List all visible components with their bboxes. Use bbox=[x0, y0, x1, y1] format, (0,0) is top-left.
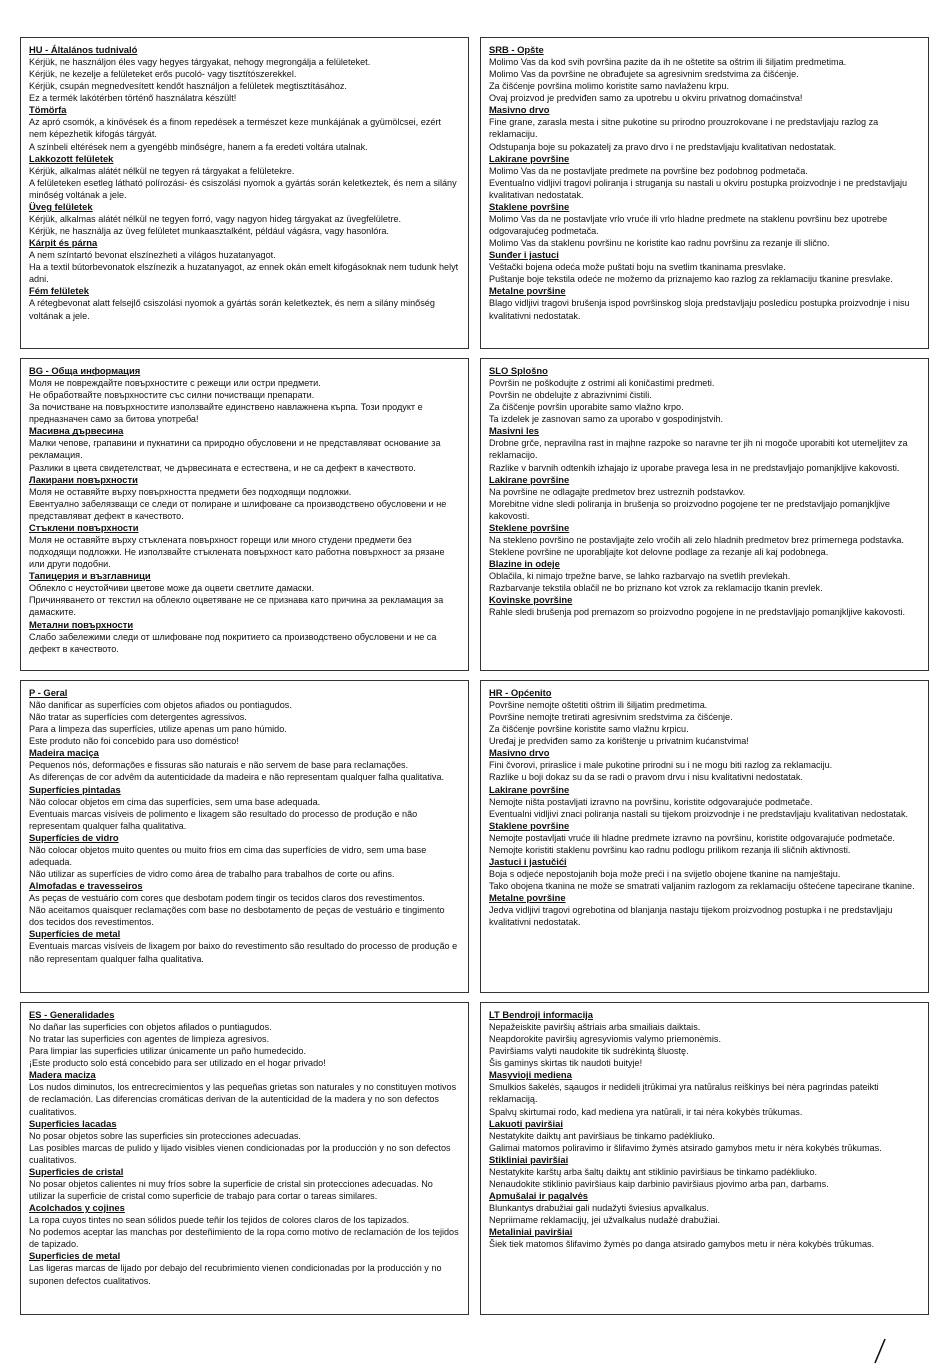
section-heading: Sunđer i jastuci bbox=[489, 249, 559, 261]
panel-title: ES - Generalidades bbox=[29, 1009, 115, 1020]
section-text: Kérjük, alkalmas alátét nélkül ne tegyen rá tárgyakat a felületekre. bbox=[29, 165, 295, 176]
section-heading: Lakirane površine bbox=[489, 473, 570, 485]
section-heading: Masyvioji mediena bbox=[489, 1069, 572, 1081]
section-heading: Staklene površine bbox=[489, 819, 570, 831]
section-heading: Metalne površine bbox=[489, 285, 566, 297]
intro-line: Kérjük, ne használjon éles vagy hegyes tárgyakat, nehogy megrongálja a felületeket. bbox=[29, 57, 371, 67]
section-heading: Lakuoti paviršiai bbox=[489, 1117, 563, 1129]
section-heading: Madera maciza bbox=[29, 1069, 96, 1081]
section-text: Não colocar objetos muito quentes ou muito frios em cima das superfícies de vidro, sem uma base adequada. bbox=[29, 844, 427, 867]
intro-line: Ez a termék lakótérben történő használatra készült! bbox=[29, 93, 237, 104]
section-text: A felületeken esetleg látható polírozási- és csiszolási nyomok a gyártás során keletkeztek, és nem a silány minőség voltának a jele. bbox=[29, 177, 457, 200]
intro-line: Kérjük, csupán megnedvesített kendőt használjon a felületek megtisztításához. bbox=[29, 81, 347, 92]
section-text: Nestatykite daiktų ant paviršiaus be tinkamo padėkliuko. bbox=[489, 1130, 715, 1141]
section-text: Molimo Vas da ne postavljate predmete na površine bez podobnog podmetača. bbox=[489, 165, 808, 176]
section-text: Eventuais marcas visíveis de polimento e lixagem são resultado do processo de produção e não representam qualquer falha qualitativa. bbox=[29, 808, 418, 831]
section-text: Šiek tiek matomos šlifavimo žymės po danga atsirado gamybos metu ir nėra kokybės trūkumas. bbox=[489, 1239, 875, 1250]
section-text: No posar objetos calientes ni muy fríos sobre la superficie de cristal sin protecciones adecuadas. No utilizar la superficie de cristal como superficie de trabajo para cortar o tareas similares. bbox=[29, 1178, 433, 1202]
panel-bg bbox=[20, 358, 469, 671]
section-text: Nepriimame reklamacijų, jei užvalkalus nudažė drabužiai. bbox=[489, 1215, 720, 1226]
section-text: Nenaudokite stiklinio paviršiaus kaip darbinio paviršiaus pjovimo arba pan, darbams. bbox=[489, 1178, 829, 1189]
panel-es bbox=[20, 1002, 469, 1315]
section-text: Não utilizar as superfícies de vidro como área de trabalho para trabalhos de corte ou afins. bbox=[29, 869, 395, 880]
section-heading: Superficies lacadas bbox=[29, 1117, 117, 1129]
section-text: A színbeli eltérések nem a gyengébb minőségre, hanem a fa eredeti voltára utalnak. bbox=[29, 141, 368, 152]
section-heading: Metaliniai paviršiai bbox=[489, 1226, 573, 1238]
section-text: Razlike v barvnih odtenkih izhajajo iz uporabe pravega lesa in ne predstavljajo pomanjkljive kakovosti. bbox=[489, 462, 900, 473]
intro-line: Uređaj je predviđen samo za korištenje u privatnim kućanstvima! bbox=[489, 736, 749, 747]
section-text: As peças de vestuário com cores que desbotam podem tingir os tecidos claros dos revestimentos. bbox=[29, 893, 425, 904]
section-text: Las ligeras marcas de lijado por debajo del recubrimiento vienen condicionadas por la producción y no suponen defectos cualitativos. bbox=[29, 1263, 442, 1286]
section-heading: Jastuci i jastučići bbox=[489, 855, 567, 867]
section-text: Причиняването от текстил на облекло оцветяване не се признава като причина за рекламация за дамаските. bbox=[29, 595, 444, 618]
section-text: Tako obojena tkanina ne može se smatrati valjanim razlogom za reklamaciju oštećene tapecirane tkanine. bbox=[489, 881, 915, 892]
section-text: Моля не оставяйте върху стъклената повърхност горещи или много студени предмети без подходящи подложки. Не използвайте стъклената повърхност като работна повърхност за рязане или други подобни. bbox=[29, 534, 445, 570]
section-heading: Lakkozott felületek bbox=[29, 152, 114, 164]
panel-hr bbox=[480, 680, 929, 993]
intro-line: Kérjük, ne kezelje a felületeket erős pucoló- vagy tisztítószerekkel. bbox=[29, 69, 297, 80]
section-heading: Superficies de cristal bbox=[29, 1165, 124, 1177]
section-heading: Лакирани повърхности bbox=[29, 473, 138, 485]
section-text: Nestatykite karštų arba šaltų daiktų ant stiklinio paviršiaus be tinkamo padėkliuko. bbox=[489, 1166, 818, 1177]
section-text: Molimo Vas da staklenu površinu ne koristite kao radnu površinu za rezanje ili slično. bbox=[489, 238, 830, 249]
panel-title: HR - Općenito bbox=[489, 687, 552, 698]
intro-line: Моля не повреждайте повърхностите с режещи или остри предмети. bbox=[29, 378, 321, 388]
section-heading: Almofadas e travesseiros bbox=[29, 880, 143, 892]
section-heading: Üveg felületek bbox=[29, 200, 93, 212]
section-text: Ha a textil bútorbevonatok elszínezik a huzatanyagot, az ennek okán emelt kifogásoknak nem tudunk helyt adni. bbox=[29, 262, 459, 285]
section-heading: Masivno drvo bbox=[489, 104, 550, 116]
section-text: Eventualni vidljivi znaci poliranja nastali su tijekom proizvodnje i ne predstavljaju kvalitativan nedostatak. bbox=[489, 808, 909, 819]
section-heading: Acolchados y cojines bbox=[29, 1202, 125, 1214]
panel-title: HU - Általános tudnivaló bbox=[29, 44, 138, 55]
section-text: Puštanje boje tekstila odeće ne možemo da priznajemo kao razlog za reklamaciju tkanine presvlake. bbox=[489, 274, 893, 285]
intro-line: Não danificar as superfícies com objetos afiados ou pontiagudos. bbox=[29, 700, 292, 710]
intro-line: Nepažeiskite paviršių aštriais arba smailiais daiktais. bbox=[489, 1022, 701, 1032]
section-text: No podemos aceptar las manchas por desteñimiento de la ropa como motivo de reclamación de los tejidos de tapizado. bbox=[29, 1227, 459, 1250]
section-heading: Tömörfa bbox=[29, 104, 67, 116]
intro-line: Não tratar as superfícies com detergentes agressivos. bbox=[29, 712, 247, 723]
section-text: Nemojte postavljati vruće ili hladne predmete izravno na površinu, koristite odgovarajuće podmetače. bbox=[489, 832, 895, 843]
section-text: Моля не оставяйте върху повърхността предмети без подходящи подложки. bbox=[29, 486, 352, 497]
section-heading: Masivni les bbox=[489, 425, 540, 437]
section-heading: Тапицерия и възглавници bbox=[29, 570, 151, 582]
section-text: Облекло с неустойчиви цветове може да оцвети светлите дамаски. bbox=[29, 583, 315, 594]
section-heading: Blazine in odeje bbox=[489, 558, 560, 570]
panel-title: BG - Обща информация bbox=[29, 365, 141, 376]
intro-line: Ta izdelek je zasnovan samo za uporabo v gospodinjstvih. bbox=[489, 414, 724, 425]
section-text: As diferenças de cor advêm da autenticidade da madeira e não representam qualquer falha qualitativa. bbox=[29, 772, 445, 783]
intro-line: Za čišćenje površina molimo koristite samo navlaženu krpu. bbox=[489, 81, 730, 92]
section-heading: Масивна дървесина bbox=[29, 425, 124, 437]
section-heading: Kovinske površine bbox=[489, 594, 573, 606]
section-text: Galimai matomos poliravimo ir šlifavimo žymės atsirado gamybos metu ir nėra kokybės trūkumas. bbox=[489, 1142, 882, 1153]
section-text: Veštački bojena odeća može puštati boju na svetlim tkaninama presvlake. bbox=[489, 262, 786, 273]
panel-slo bbox=[480, 358, 929, 671]
section-text: Fini čvorovi, priraslice i male pukotine prirodni su i ne mogu biti razlog za reklamaciju. bbox=[489, 760, 833, 771]
intro-line: Za čiščenje površin uporabite samo vlažno krpo. bbox=[489, 402, 684, 413]
panel-title: P - Geral bbox=[29, 687, 68, 698]
intro-line: Para limpiar las superficies utilizar únicamente un paño humedecido. bbox=[29, 1046, 306, 1057]
section-text: Pequenos nós, deformações e fissuras são naturais e não servem de base para reclamações. bbox=[29, 760, 409, 771]
section-text: La ropa cuyos tintes no sean sólidos puede teñir los tejidos de colores claros de los tapizados. bbox=[29, 1215, 410, 1226]
section-text: Drobne grče, nepravilna rast in majhne razpoke so naravne ter jih ni mogoče uporabiti kot utemeljitev za reklamacijo. bbox=[489, 438, 908, 461]
intro-line: Površin ne obdelujte z abrazivnimi čistili. bbox=[489, 390, 652, 401]
section-text: Kérjük, alkalmas alátét nélkül ne tegyen forró, vagy nagyon hideg tárgyakat az üvegfelületre. bbox=[29, 213, 402, 224]
section-text: Molimo Vas da ne postavljate vrlo vruće ili vrlo hladne predmete na staklenu površinu bez upotrebe odgovarajućeg podmetača. bbox=[489, 213, 888, 237]
section-text: Малки чепове, грапавини и пукнатини са природно обусловени и не представляват основание за рекламация. bbox=[29, 438, 441, 461]
section-heading: Lakirane površine bbox=[489, 152, 570, 164]
intro-line: Ovaj proizvod je predviđen samo za upotrebu u okviru privatnog domaćinstva! bbox=[489, 93, 803, 104]
intro-line: No tratar las superficies con agentes de limpieza agresivos. bbox=[29, 1034, 270, 1045]
section-text: Kérjük, ne használja az üveg felületet munkaasztalként, például vágásra, vagy hasonlóra. bbox=[29, 226, 389, 237]
section-text: Eventuais marcas visíveis de lixagem por baixo do revestimento são resultado do processo de produção e não representam qualquer falha qualitativa. bbox=[29, 941, 458, 964]
section-text: Boja s odjeće nepostojanih boja može preći i na svijetlo obojene tkanine na namještaju. bbox=[489, 868, 841, 879]
section-text: Steklene površine ne uporabljajte kot delovne podlage za rezanje ali kaj podobnega. bbox=[489, 547, 829, 558]
intro-line: Este produto não foi concebido para uso doméstico! bbox=[29, 736, 239, 747]
panel-lt bbox=[480, 1002, 929, 1315]
section-heading: Metalne površine bbox=[489, 892, 566, 904]
section-text: Las posibles marcas de pulido y lijado visibles vienen condicionadas por la producción y no son defectos cualitativos. bbox=[29, 1142, 451, 1165]
section-heading: Lakirane površine bbox=[489, 783, 570, 795]
section-heading: Стъклени повърхности bbox=[29, 521, 139, 533]
section-text: Morebitne vidne sledi poliranja in brušenja so proizvodno pogojene ter ne predstavljajo pomanjkljive kakovosti. bbox=[489, 498, 890, 521]
section-text: Razlike u boji dokaz su da se radi o pravom drvu i nisu kvalitativni nedostatak. bbox=[489, 772, 803, 783]
section-heading: Superficies de metal bbox=[29, 1250, 121, 1262]
panel-p bbox=[20, 680, 469, 993]
intro-line: No dañar las superficies con objetos afilados o puntiagudos. bbox=[29, 1022, 272, 1032]
panel-title: SLO Splošno bbox=[489, 365, 548, 376]
intro-line: Molimo Vas da kod svih površina pazite da ih ne oštetite sa oštrim ili šiljatim predmetima. bbox=[489, 57, 847, 67]
intro-line: Не обработвайте повърхностите със силни почистващи препарати. bbox=[29, 390, 315, 401]
section-heading: Madeira maciça bbox=[29, 747, 99, 759]
section-text: Nemojte ništa postavljati izravno na površinu, koristite odgovarajuće podmetače. bbox=[489, 796, 813, 807]
intro-line: Šis gaminys skirtas tik naudoti buityje! bbox=[489, 1058, 643, 1069]
section-text: Jedva vidljivi tragovi ogrebotina od blanjanja nastaju tijekom proizvodnog postupka i ne predstavljaju kvalitativni nedostatak. bbox=[489, 905, 893, 928]
section-heading: Masivno drvo bbox=[489, 747, 550, 759]
intro-line: Površin ne poškodujte z ostrimi ali koničastimi predmeti. bbox=[489, 378, 715, 388]
intro-line: Paviršiams valyti naudokite tik sudrėkintą šluostę. bbox=[489, 1046, 689, 1057]
section-text: Não aceitamos quaisquer reclamações com base no desbotamento de peças de vestuário e tingimento dos tecidos dos revestimentos. bbox=[29, 905, 445, 928]
section-heading: Steklene površine bbox=[489, 521, 570, 533]
section-text: Евентуално забелязващи се следи от полиране и шлифоване са производствено обусловени и не представляват дефект в качеството. bbox=[29, 498, 447, 521]
section-heading: Apmušalai ir pagalvės bbox=[489, 1190, 589, 1202]
intro-line: ¡Este producto solo está concebido para ser utilizado en el hogar privado! bbox=[29, 1058, 326, 1069]
intro-line: Neapdorokite paviršių agresyviomis valymo priemonėmis. bbox=[489, 1034, 721, 1045]
section-text: Smulkios šakelės, sąaugos ir nedideli įtrūkimai yra natūralus reiškinys bei nėra pagrindas pateikti reklamaciją. bbox=[489, 1082, 879, 1105]
section-text: Rahle sledi brušenja pod premazom so proizvodno pogojene in ne predstavljajo pomanjkljive kakovosti. bbox=[489, 607, 906, 618]
intro-line: Molimo Vas da površine ne obrađujete sa agresivnim sredstvima za čišćenje. bbox=[489, 69, 799, 80]
section-heading: Fém felületek bbox=[29, 285, 89, 297]
section-text: Eventualno vidljivi tragovi poliranja i struganja su nastali u okviru postupka proizvodnje i ne predstavljaju kvalitativan nedostatak. bbox=[489, 177, 908, 200]
section-text: Odstupanja boje su pokazatelj za pravo drvo i ne predstavljaju kvalitativan nedostatak. bbox=[489, 141, 837, 152]
section-text: Разлики в цвета свидетелстват, че дървесината е естествена, и не са дефект в качеството. bbox=[29, 462, 416, 473]
section-heading: Superfícies pintadas bbox=[29, 783, 121, 795]
section-text: Na stekleno površino ne postavljajte zelo vročih ali zelo hladnih predmetov brez primernega podstavka. bbox=[489, 534, 905, 545]
section-text: No posar objetos sobre las superficies sin protecciones adecuadas. bbox=[29, 1130, 301, 1141]
section-text: Az apró csomók, a kinövések és a finom repedések a természet keze munkájának a gyümölcsei, ezért nem képezhetik kifogás tárgyát. bbox=[29, 117, 441, 140]
section-text: Blunkantys drabužiai gali nudažyti šviesius apvalkalus. bbox=[489, 1203, 709, 1214]
panel-srb bbox=[480, 37, 929, 349]
intro-line: Za čišćenje površine koristite samo vlažnu krpicu. bbox=[489, 724, 689, 735]
section-text: Não colocar objetos em cima das superfícies, sem uma base adequada. bbox=[29, 796, 321, 807]
section-heading: Метални повърхности bbox=[29, 618, 134, 630]
section-text: Fine grane, zarasla mesta i sitne pukotine su prirodno prouzrokovane i ne predstavljaju razlog za reklamaciju. bbox=[489, 117, 879, 140]
section-text: Blago vidljivi tragovi brušenja ispod površinskog sloja predstavljaju posledicu postupka proizvodnje i nisu kvalitativni nedostatak. bbox=[489, 298, 910, 321]
section-text: Los nudos diminutos, los entrecrecimientos y las pequeñas grietas son naturales y no constituyen motivos de reclamación. Las diferencias cromáticas derivan de la autenticidad de la madera y no son defectos cualitativos. bbox=[29, 1082, 457, 1117]
panel-hu bbox=[20, 37, 469, 349]
intro-line: Površine nemojte oštetiti oštrim ili šiljatim predmetima. bbox=[489, 700, 708, 710]
section-heading: Stikliniai paviršiai bbox=[489, 1153, 569, 1165]
section-heading: Superfícies de vidro bbox=[29, 831, 119, 843]
intro-line: Površine nemojte tretirati agresivnim sredstvima za čišćenje. bbox=[489, 712, 733, 723]
intro-line: Para a limpeza das superfícies, utilize apenas um pano húmido. bbox=[29, 724, 287, 735]
section-heading: Superfícies de metal bbox=[29, 928, 121, 940]
section-text: Na površine ne odlagajte predmetov brez ustreznih podstavkov. bbox=[489, 486, 746, 497]
section-text: Слабо забележими следи от шлифоване под покритието са производствено обусловени и не са дефект в качеството. bbox=[29, 631, 437, 654]
pen-mark bbox=[872, 1338, 888, 1364]
panel-title: LT Bendroji informacija bbox=[489, 1009, 594, 1020]
section-text: Razbarvanje tekstila oblačil ne bo priznano kot vzrok za reklamacijo tkanin prevlek. bbox=[489, 583, 823, 594]
panel-title: SRB - Opšte bbox=[489, 44, 544, 55]
section-text: Nemojte koristiti staklenu površinu kao radnu podlogu prilikom rezanja ili sličnih aktivnosti. bbox=[489, 844, 851, 855]
intro-line: За почистване на повърхностите използвайте единствено навлажнена кърпа. Този продукт е предназначен само за битова употреба! bbox=[29, 402, 423, 425]
section-heading: Staklene površine bbox=[489, 200, 570, 212]
section-text: A rétegbevonat alatt felsejlő csiszolási nyomok a gyártás során keletkeztek, és nem a silány minőség voltának a jele. bbox=[29, 298, 435, 321]
section-heading: Kárpit és párna bbox=[29, 237, 98, 249]
section-text: Spalvų skirtumai rodo, kad mediena yra natūrali, ir tai nėra kokybės trūkumas. bbox=[489, 1106, 803, 1117]
section-text: A nem színtartó bevonat elszínezheti a világos huzatanyagot. bbox=[29, 250, 276, 261]
section-text: Oblačila, ki nimajo trpežne barve, se lahko razbarvajo na svetlih prevlekah. bbox=[489, 571, 791, 582]
